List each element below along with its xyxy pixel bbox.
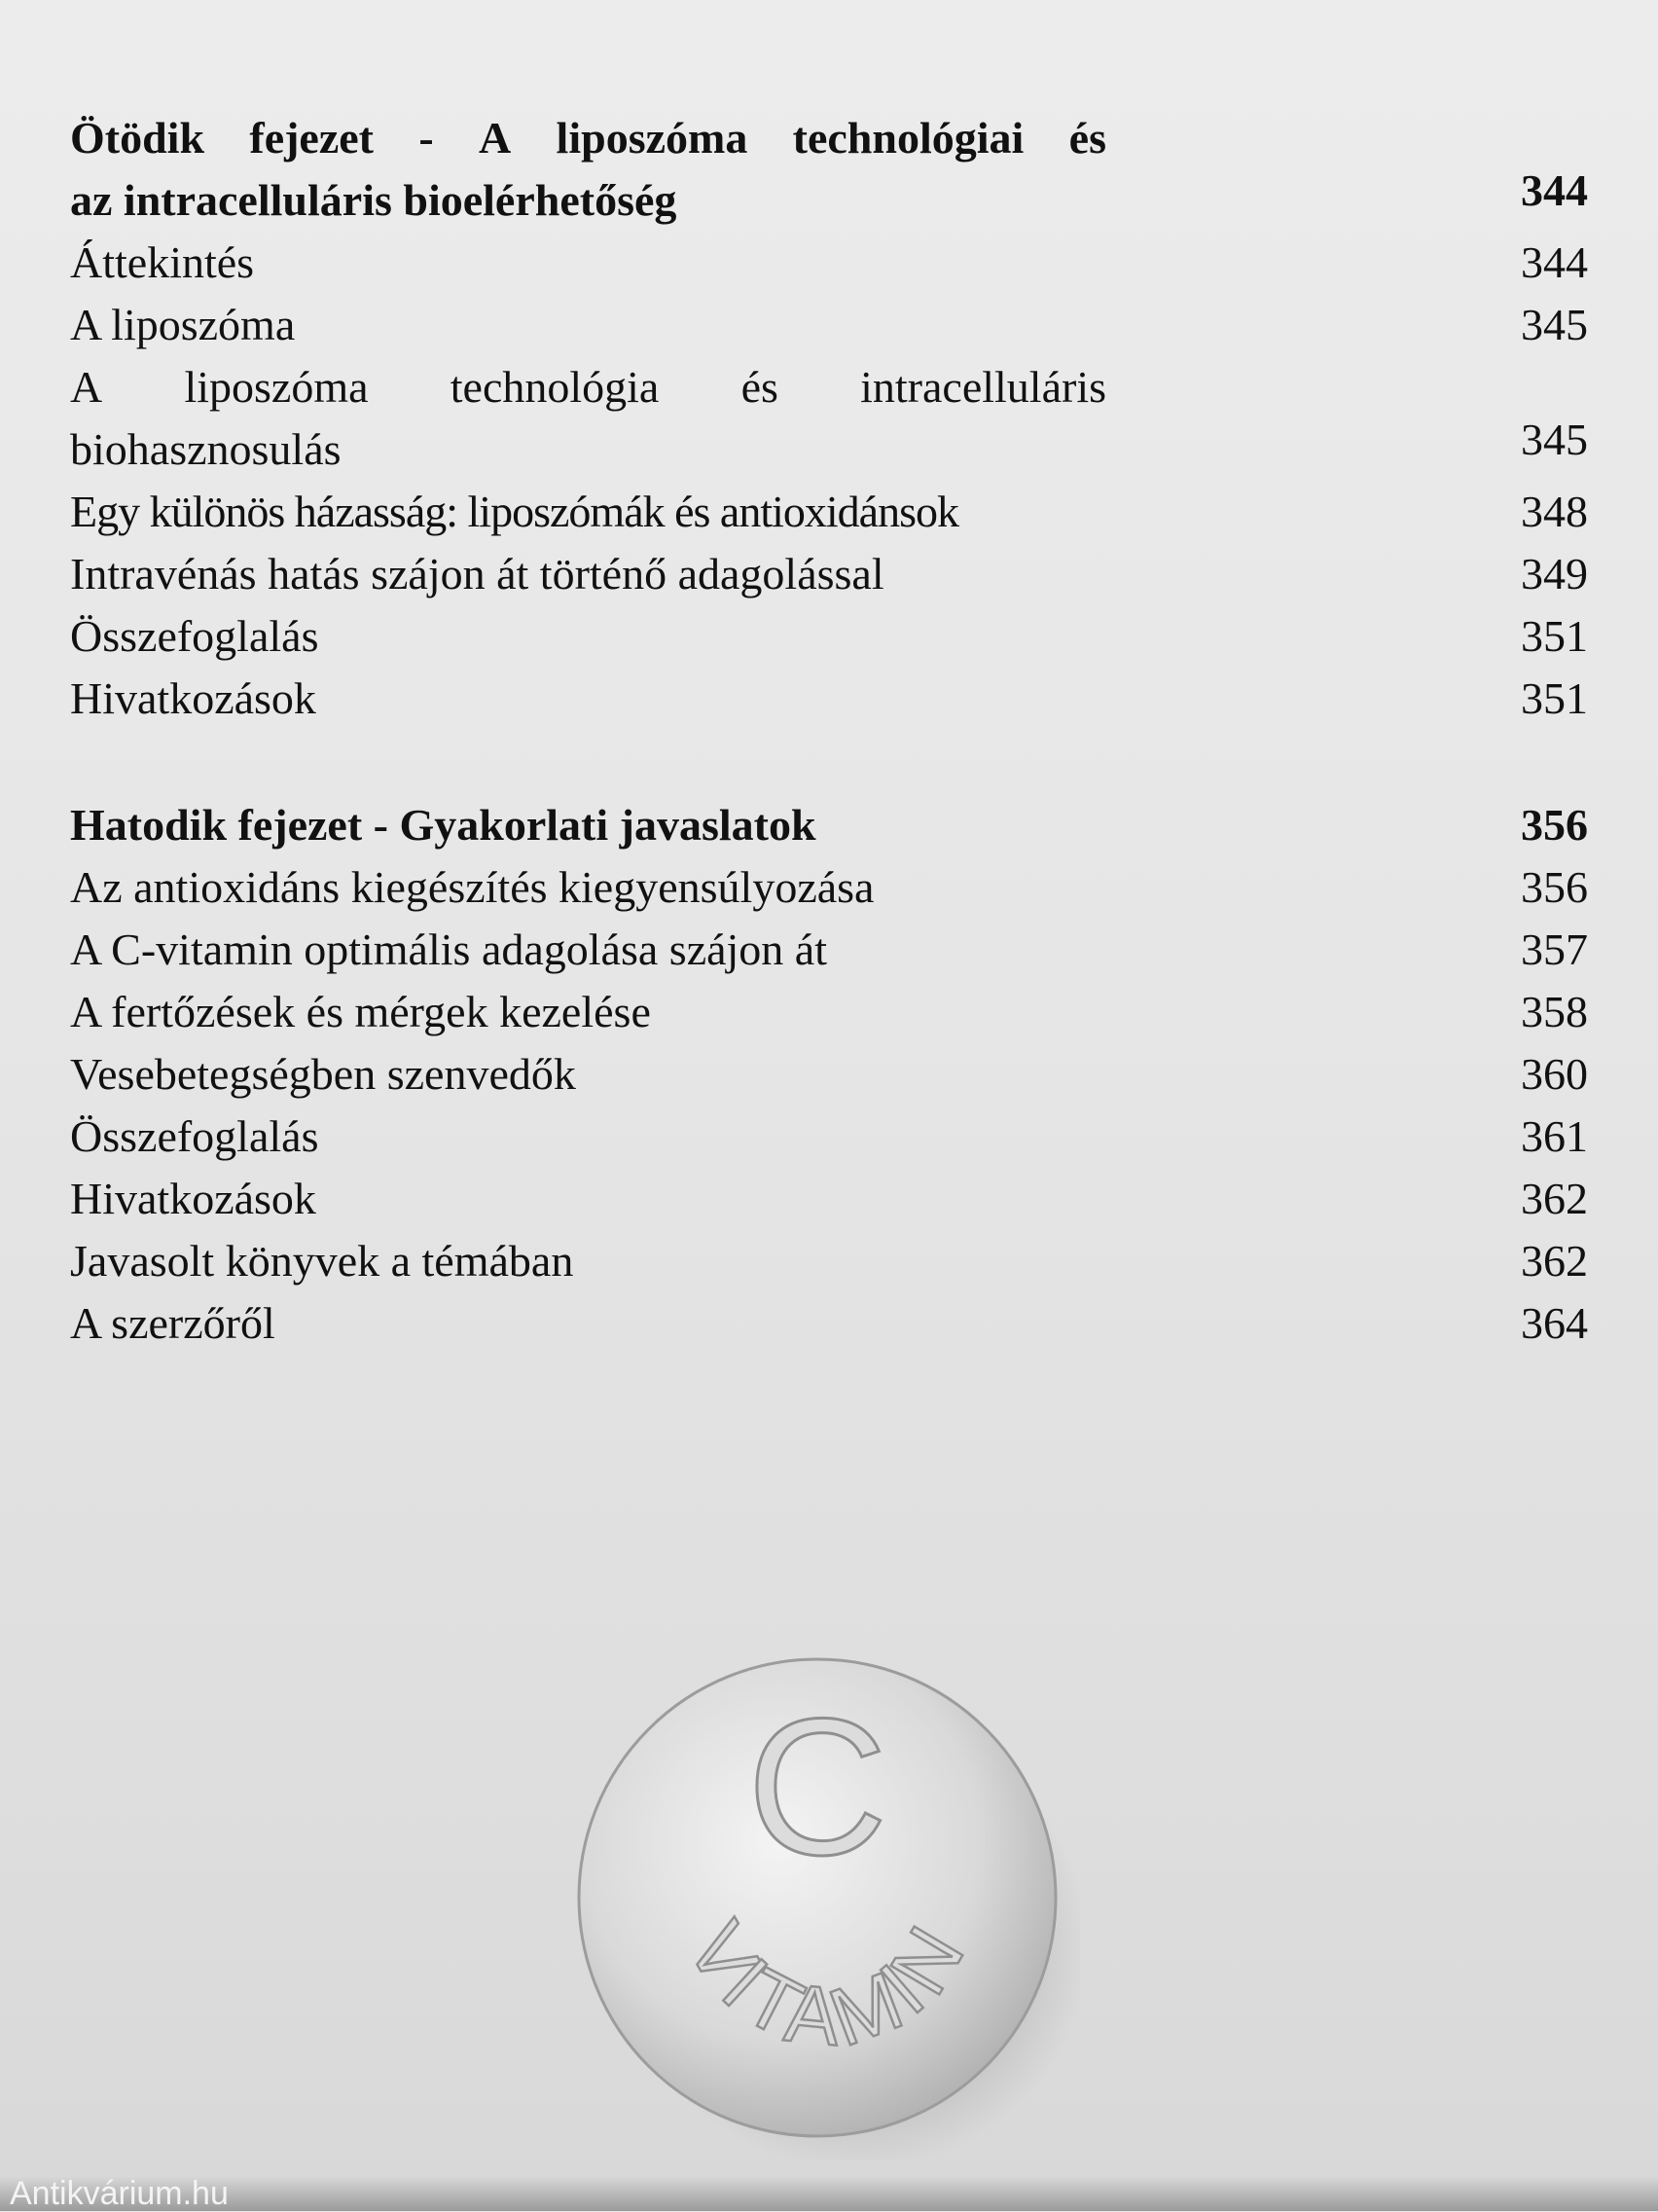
toc-entry-title: A fertőzések és mérgek kezelése [70,987,651,1036]
word: Ötödik [70,113,205,163]
toc-entry-page: 364 [1521,1298,1588,1348]
chapter6-title: Hatodik fejezet - Gyakorlati javaslatok [70,800,816,850]
chapter6-page-number: 356 [1521,800,1588,850]
toc-entry [70,981,1588,1043]
tablet-letter: C [746,1679,888,1896]
toc-entry-page: 356 [1521,862,1588,912]
toc-entry [70,543,1588,605]
toc-entry-page: 357 [1521,925,1588,974]
toc-entry-title: Áttekintés [70,237,255,287]
word: A [478,113,512,163]
toc-entry [70,294,1588,356]
word: - [418,113,434,163]
toc-entry [70,481,1588,543]
toc-entry [70,919,1588,981]
word: és [740,362,778,412]
toc-entry [70,232,1588,294]
toc-entry [70,1106,1588,1168]
toc-entry-wrapped [70,356,1588,481]
word: intracelluláris [860,362,1106,412]
tablet-word-path: VITAMIN [669,1906,985,2064]
toc-entry-page: 345 [1521,300,1588,349]
word: liposzóma [556,113,748,163]
chapter5-heading [70,107,1588,232]
toc-entry [70,1043,1588,1106]
word: technológia [450,362,660,412]
vitamin-c-tablet-image [574,1654,1080,2160]
toc-entry-title: Hivatkozások [70,1174,316,1223]
toc-entry [70,856,1588,919]
table-of-contents [70,107,1588,1355]
word: A [70,362,103,412]
toc-entry-title-line1 [70,356,1106,418]
toc-entry-title-line2: biohasznosulás [70,424,342,474]
watermark: Antikvárium.hu [0,2176,1658,2211]
chapter6-heading [70,794,1588,856]
toc-entry-page: 362 [1521,1174,1588,1223]
toc-entry-page: 349 [1521,549,1588,598]
chapter5-title-line1 [70,107,1106,169]
word: technológiai [792,113,1025,163]
toc-entry-title: A szerzőről [70,1298,275,1348]
chapter5-page-number: 344 [1521,165,1588,215]
chapter5-title-line2: az intracelluláris bioelérhetőség [70,175,677,225]
toc-entry-title: Összefoglalás [70,611,319,661]
toc-entry-page: 344 [1521,237,1588,287]
toc-entry-title: A C-vitamin optimális adagolása szájon át [70,925,828,974]
toc-entry-page: 351 [1521,611,1588,661]
toc-entry-title: Hivatkozások [70,673,316,723]
word: fejezet [249,113,374,163]
toc-entry [70,1168,1588,1230]
toc-entry-page: 345 [1521,415,1588,464]
toc-entry [70,1292,1588,1355]
tablet-illustration [574,1654,1080,2160]
toc-entry-page: 358 [1521,987,1588,1036]
toc-entry-page: 362 [1521,1236,1588,1286]
toc-entry-title: Vesebetegségben szenvedők [70,1049,576,1099]
toc-entry-title: Összefoglalás [70,1111,319,1161]
word: liposzóma [184,362,369,412]
toc-entry-page: 361 [1521,1111,1588,1161]
toc-entry-page: 348 [1521,487,1588,536]
toc-entry-title: A liposzóma [70,300,296,349]
toc-entry-title: Az antioxidáns kiegészítés kiegyensúlyozása [70,862,875,912]
toc-entry-title: Javasolt könyvek a témában [70,1236,574,1286]
section-gap [70,730,1588,794]
toc-entry [70,605,1588,668]
word: és [1068,113,1106,163]
toc-entry-page: 360 [1521,1049,1588,1099]
toc-entry-title: Intravénás hatás szájon át történő adagolással [70,549,884,598]
toc-entry [70,668,1588,730]
toc-entry-page: 351 [1521,673,1588,723]
toc-entry [70,1230,1588,1292]
toc-entry-title: Egy különös házasság: liposzómák és antioxidánsok [70,487,959,536]
